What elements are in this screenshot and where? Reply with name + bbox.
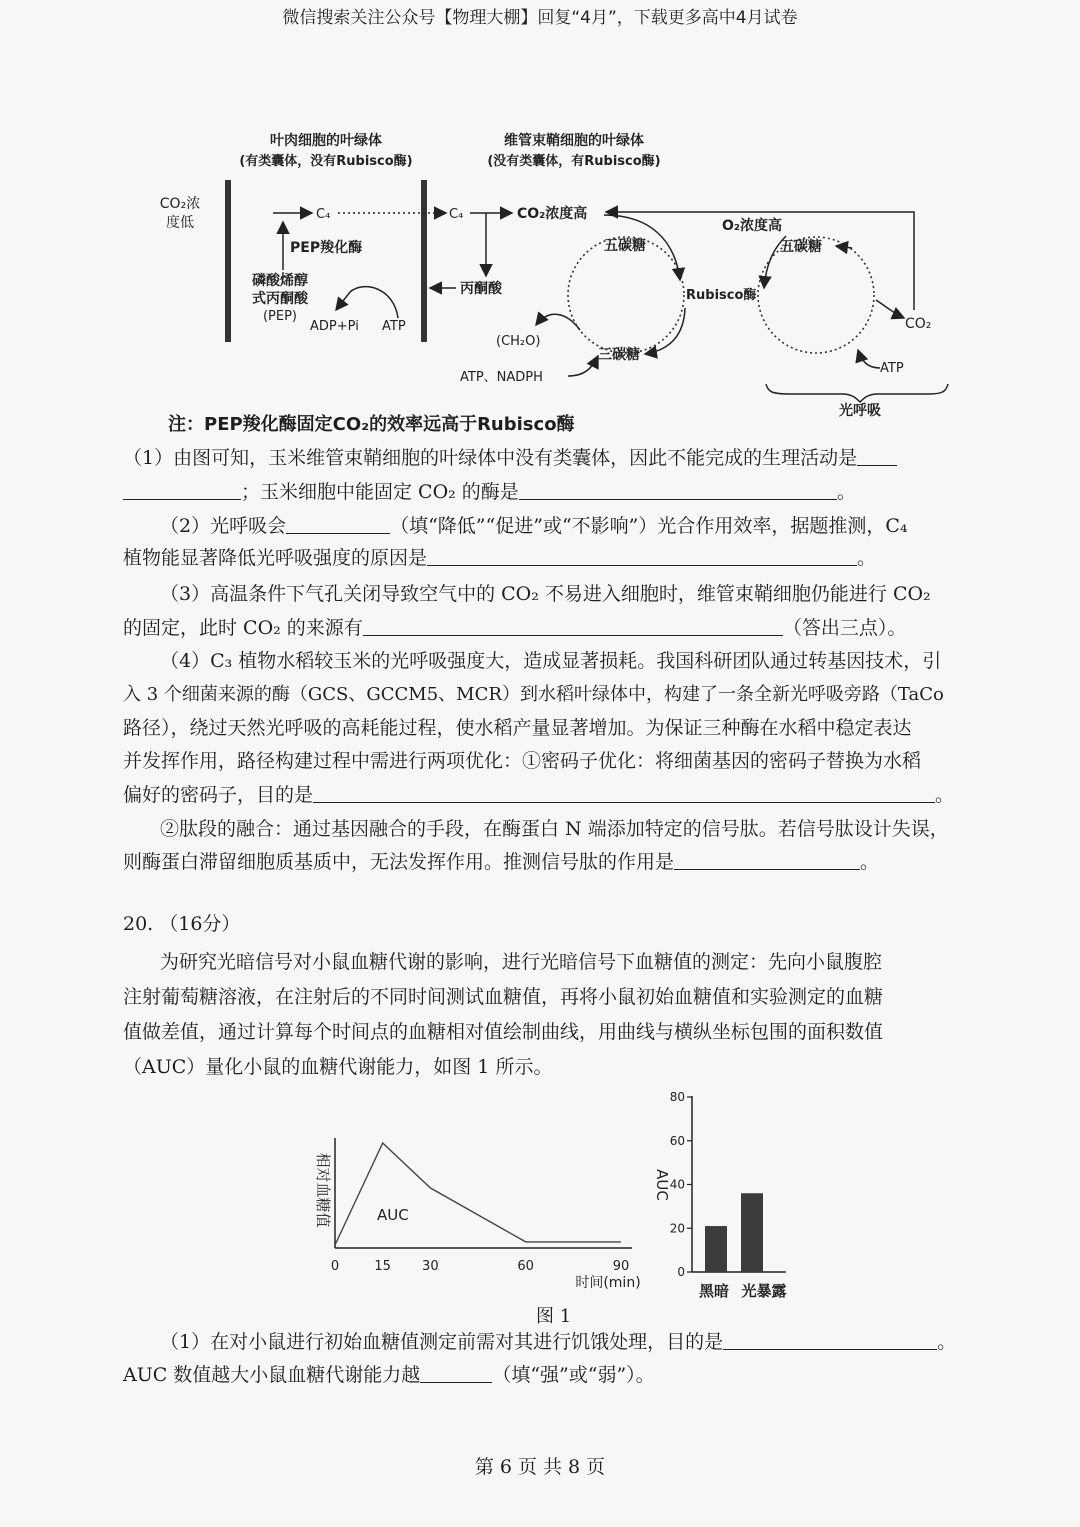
y-tick-label: 0 <box>677 1265 685 1279</box>
q20-intro-line2: 注射葡萄糖溶液，在注射后的不同时间测试血糖值，再将小鼠初始血糖值和实验测定的血糖 <box>123 986 884 1008</box>
five-carbon-label-b: 五碳糖 <box>780 239 822 255</box>
x-tick-label: 90 <box>612 1259 630 1274</box>
q19-part4-line4: 并发挥作用，路径构建过程中需进行两项优化：①密码子优化：将细菌基因的密码子替换为水稻 <box>123 750 922 772</box>
arrow-atp-in <box>858 350 880 368</box>
q19-part3-line1: （3）高温条件下气孔关闭导致空气中的 CO₂ 不易进入细胞时，维管束鞘细胞仍能进行 CO₂ <box>160 583 931 605</box>
rubisco-label: Rubisco酶 <box>686 288 757 303</box>
q20-part1-line2: AUC 数值越大小鼠血糖代谢能力越 （填“强”或“弱”）。 <box>123 1358 655 1392</box>
x-tick-label: 60 <box>517 1259 534 1274</box>
glucose-curve <box>335 1143 621 1245</box>
answer-blank[interactable] <box>674 847 860 870</box>
co2-low-label-1: CO₂浓 <box>159 196 201 212</box>
three-carbon-label: 三碳糖 <box>598 347 640 363</box>
q19-part1-line2: ；玉米细胞中能固定 CO₂ 的酶是 。 <box>123 475 856 509</box>
atp-label-b: ATP <box>880 361 904 376</box>
ch2o-label: (CH₂O) <box>496 334 541 349</box>
figure-note: 注：PEP羧化酶固定CO₂的效率远高于Rubisco酶 <box>168 414 575 435</box>
arrow-to-co2-out <box>876 300 904 318</box>
bundle-subtitle: (没有类囊体，有Rubisco酶) <box>487 154 661 169</box>
q19-part5-line2: 则酶蛋白滞留细胞质基质中，无法发挥作用。推测信号肽的作用是 。 <box>123 845 879 879</box>
x-tick-label: 15 <box>374 1259 391 1274</box>
atp-nadph-label: ATP、NADPH <box>460 370 543 385</box>
q19-part2-line2: 植物能显著降低光呼吸强度的原因是 。 <box>123 541 876 575</box>
q19-part2-line1: （2）光呼吸会 （填“降低”“促进”或“不影响”）光合作用效率，据题推测，C₄ <box>160 509 908 543</box>
calvin-cycle <box>568 237 684 353</box>
category-label: 光暴露 <box>741 1282 787 1300</box>
pep-enzyme-label: PEP羧化酶 <box>290 240 363 256</box>
q20-part1-line1: （1）在对小鼠进行初始血糖值测定前需对其进行饥饿处理，目的是 。 <box>160 1325 956 1359</box>
c4-label-a: C₄ <box>316 207 331 222</box>
page-number: 第 6 页 共 8 页 <box>474 1456 606 1478</box>
q19-part3-line2: 的固定，此时 CO₂ 的来源有 （答出三点）。 <box>123 611 906 645</box>
co2-out-label: CO₂ <box>905 316 932 332</box>
arrow-to-ch2o <box>536 314 580 330</box>
q20-intro-line3: 值做差值，通过计算每个时间点的血糖相对值绘制曲线，用曲线与横纵坐标包围的面积数值 <box>123 1021 884 1043</box>
bar-2 <box>741 1193 763 1272</box>
auc-annotation: AUC <box>377 1206 409 1224</box>
pep-label-3: (PEP) <box>262 309 298 324</box>
x-tick-label: 30 <box>422 1259 439 1274</box>
adp-pi-label: ADP+Pi <box>310 319 359 334</box>
five-carbon-label-a: 五碳糖 <box>604 238 646 254</box>
top-banner: 微信搜索关注公众号【物理大棚】回复“4月”，下载更多高中4月试卷 <box>282 8 798 28</box>
answer-blank[interactable] <box>363 613 783 636</box>
blood-glucose-line-chart <box>305 1130 655 1300</box>
answer-blank[interactable] <box>519 477 837 500</box>
answer-blank[interactable] <box>313 780 935 803</box>
y-tick-label: 80 <box>669 1090 685 1104</box>
mesophyll-title: 叶肉细胞的叶绿体 <box>270 133 382 149</box>
q19-part4-line2: 入 3 个细菌来源的酶（GCS、GCCM5、MCR）到水稻叶绿体中，构建了一条全新光呼吸旁路（TaCo <box>123 684 944 705</box>
q20-intro-line1: 为研究光暗信号对小鼠血糖代谢的影响，进行光暗信号下血糖值的测定：先向小鼠腹腔 <box>160 951 883 973</box>
answer-blank[interactable] <box>857 443 897 466</box>
answer-blank[interactable] <box>427 543 857 566</box>
c4-label-b: C₄ <box>449 207 464 222</box>
mesophyll-subtitle: (有类囊体，没有Rubisco酶) <box>239 154 413 169</box>
y-axis-label: 相对血糖值 <box>314 1152 332 1228</box>
q19-p1-text: （1）由图可知，玉米维管束鞘细胞的叶绿体中没有类囊体，因此不能完成的生理活动是 <box>123 447 858 469</box>
photorespiration-bracket <box>766 384 948 402</box>
c4-pathway-diagram <box>140 120 970 420</box>
pep-label-2: 式丙酮酸 <box>252 291 308 307</box>
q20-heading: 20. （16分） <box>123 913 241 935</box>
co2-high-label: CO₂浓度高 <box>517 206 588 222</box>
answer-blank[interactable] <box>286 511 390 534</box>
answer-blank[interactable] <box>123 477 241 500</box>
answer-blank[interactable] <box>420 1360 492 1383</box>
arrow-cycle-start <box>836 246 852 248</box>
q19-part4-line5: 偏好的密码子，目的是 。 <box>123 778 954 812</box>
category-label: 黑暗 <box>698 1282 730 1300</box>
q19-part4-line1: （4）C₃ 植物水稻较玉米的光呼吸强度大，造成显著损耗。我国科研团队通过转基因技术，引 <box>160 650 942 672</box>
atp-label-a: ATP <box>382 319 406 334</box>
bar-1 <box>705 1226 727 1272</box>
x-tick-label: 0 <box>330 1259 340 1274</box>
q20-intro-line4: （AUC）量化小鼠的血糖代谢能力，如图 1 所示。 <box>123 1056 553 1078</box>
y-tick-label: 20 <box>669 1221 685 1236</box>
arrow-atp-nadph <box>568 356 598 376</box>
q19-part5-line1: ②肽段的融合：通过基因融合的手段，在酶蛋白 N 端添加特定的信号肽。若信号肽设计失误， <box>160 818 949 840</box>
co2-low-label-2: 度低 <box>166 215 194 231</box>
figure-caption: 图 1 <box>536 1306 572 1327</box>
auc-bar-chart <box>640 1085 800 1305</box>
bundle-title: 维管束鞘细胞的叶绿体 <box>504 133 644 149</box>
pep-label-1: 磷酸烯醇 <box>252 273 308 289</box>
y-tick-label: 60 <box>669 1133 685 1148</box>
photorespiration-label: 光呼吸 <box>839 403 881 419</box>
atp-use-arrow <box>336 287 398 318</box>
y-tick-label: 40 <box>669 1177 685 1192</box>
q19-part4-line3: 路径），绕过天然光呼吸的高耗能过程，使水稻产量显著增加。为保证三种酶在水稻中稳定表达 <box>123 717 912 739</box>
x-axis-label: 时间(min) <box>575 1275 641 1291</box>
pyruvate-label: 丙酮酸 <box>460 281 502 297</box>
y-axis-label: AUC <box>653 1169 671 1201</box>
q19-part1-line1 <box>123 441 897 475</box>
o2-high-label: O₂浓度高 <box>722 218 783 234</box>
answer-blank[interactable] <box>723 1327 937 1350</box>
